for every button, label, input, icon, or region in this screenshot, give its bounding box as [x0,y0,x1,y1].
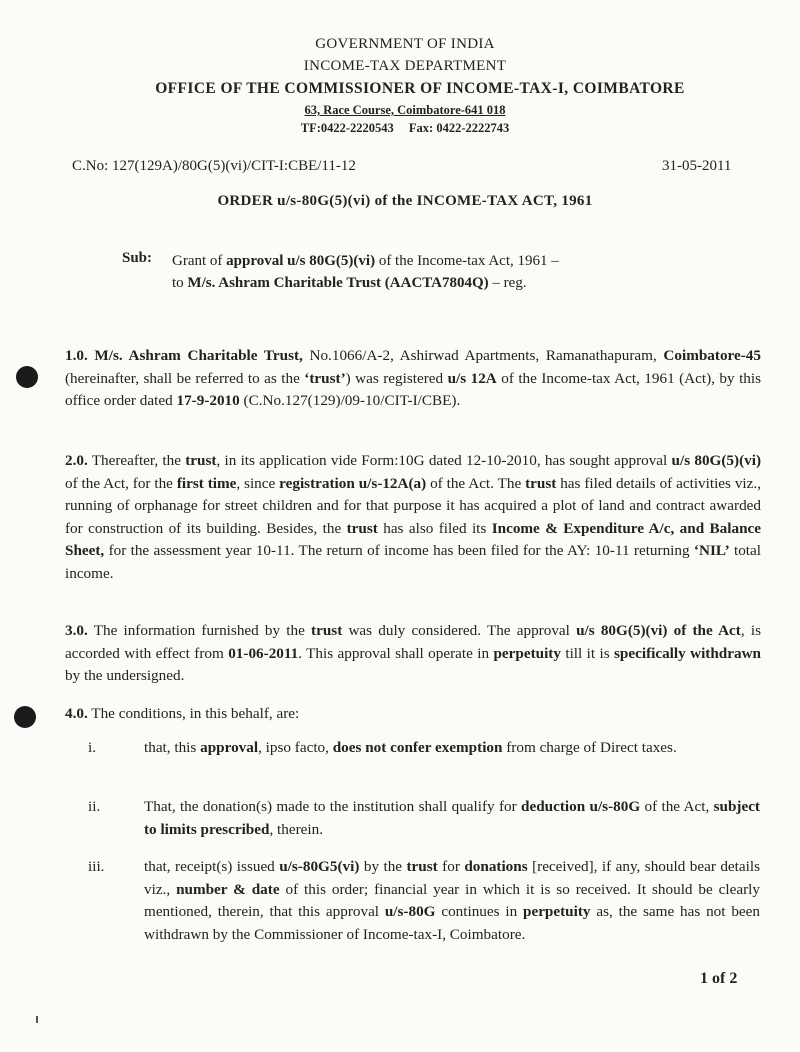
page-number: 1 of 2 [700,970,738,987]
condition-number: i. [88,739,97,756]
condition-number: iii. [88,858,105,875]
condition-text: that, this approval, ipso facto, does not confer exemption from charge of Direct taxes. [144,739,677,756]
paragraph-1: 1.0. M/s. Ashram Charitable Trust, No.1066/A-2, Ashirwad Apartments, Ramanathapuram, Coimbatore-45 (hereinafter, shall be referred to as the ‘trust’) was registered u/s 12A of the Income-tax Act, 1961 (Act), by this office order dated 17-9-2010 (C.No.127(129)/09-10/CIT-I/CBE). [65,347,762,409]
paragraph-2: 2.0. Thereafter, the trust, in its application vide Form:10G dated 12-10-2010, has sought approval u/s 80G(5)(vi) of the Act, for the first time, since registration u/s-12A(a) of the Act. The trust has filed details of activities viz., running of orphanage for street children and for that purpose it has acquired a plot of land and contract awarded for construction of its building. Besides, the trust has also filed its Income & Expenditure A/c, and Balance Sheet, for the assessment year 10-11. The return of income has been filed for the AY: 10-11 returning ‘NIL’ total income. [65,452,762,582]
header-contact [0,121,800,136]
scan-speck [36,1016,38,1023]
header-government: GOVERNMENT OF INDIA [315,36,495,52]
paragraph-3: 3.0. The information furnished by the trust was duly considered. The approval u/s 80G(5)(vi) of the Act, is accorded with effect from 01-06-2011. This approval shall operate in perpetuity till it is specifically withdrawn by the undersigned. [65,622,762,684]
header-fax: Fax: 0422-2222743 [408,121,510,135]
order-title: ORDER u/s-80G(5)(vi) of the INCOME-TAX ACT, 1961 [217,193,593,209]
header-office: OFFICE OF THE COMMISSIONER OF INCOME-TAX-I, COIMBATORE [155,80,685,97]
condition-number: ii. [88,798,101,815]
paragraph-4: 4.0. The conditions, in this behalf, are: [65,705,300,722]
header-address: 63, Race Course, Coimbatore-641 018 [304,103,506,117]
condition-text: That, the donation(s) made to the institution shall qualify for deduction u/s-80G of the Act, subject to limits prescribed, therein. [144,798,760,838]
reference-number: C.No: 127(129A)/80G(5)(vi)/CIT-I:CBE/11-12 [72,158,356,174]
condition-text: that, receipt(s) issued u/s-80G5(vi) by the trust for donations [received], if any, should bear details viz., number & date of this order; financial year in which it is so received. It should be clearly mentioned, therein, that this approval u/s-80G continues in perpetuity as, the same has not been withdrawn by the Commissioner of Income-tax-I, Coimbatore. [144,858,760,943]
order-date: 31-05-2011 [662,158,732,174]
punch-hole-mark [14,706,36,728]
punch-hole-mark [16,366,38,388]
header-department: INCOME-TAX DEPARTMENT [303,58,507,74]
subject-text: Grant of approval u/s 80G(5)(vi) of the Income-tax Act, 1961 – to M/s. Ashram Charitable Trust (AACTA7804Q) – reg. [172,253,559,291]
subject-label: Sub: [122,250,153,266]
header-telephone: TF:0422-2220543 [300,121,394,135]
